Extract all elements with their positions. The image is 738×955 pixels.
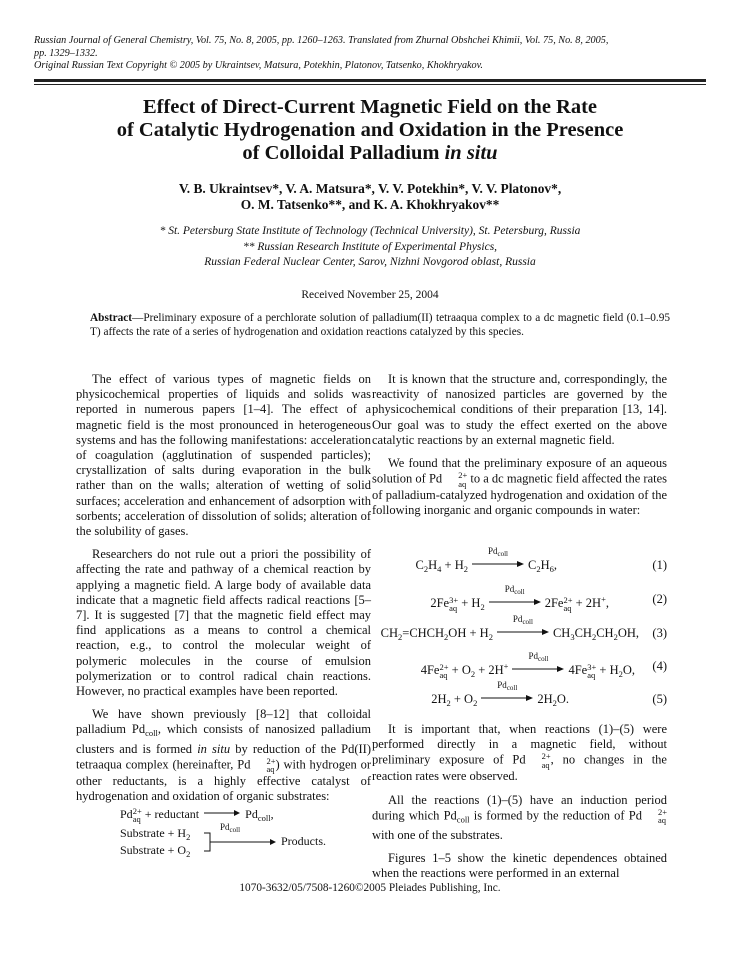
abstract-label: Abstract <box>90 312 133 324</box>
title-line-3: of Colloidal Palladium in situ <box>242 142 498 164</box>
left-paragraph-1: The effect of various types of magnetic fields on physicochemical properties of liquids and solids was reported in numerous papers [1–4]. The effect of a magnetic field is the most pronounced in heterogeneous systems and has the following manifestations: acceleration of coagulation (agglutination of suspended particles); crystallization of salts during evaporation in the bulk rather than on the walls; alteration of wetting of solid surfaces; acceleration and enhancement of adsorption with sorbents; acceleration of dissolution of solids; alteration of the solubility of gases. <box>76 372 371 539</box>
scheme-bracket-arrow <box>204 831 284 855</box>
title-line-1: Effect of Direct-Current Magnetic Field on the Rate <box>142 96 598 118</box>
author-list <box>30 181 710 213</box>
equation-4: 4Fe 2+ aq + $O_2 + 2H^+$ $Pd_{coll}$ 4Fe 3+ aq + $H_2O$, (4) <box>420 651 667 680</box>
reaction-arrow: $Pd_{coll}$ <box>472 559 524 569</box>
equation-1: $C_2H_4 + H_2$ $Pd_{coll}$ $C_2H_6$, (1) <box>415 546 667 574</box>
affiliation-2: ** Russian Research Institute of Experimental Physics, <box>242 240 498 253</box>
received-date: Received November 25, 2004 <box>301 289 439 301</box>
scheme-arrow-1 <box>204 809 240 817</box>
right-paragraph-5: Figures 1–5 show the kinetic dependences obtained when the reactions were performed in an external <box>372 850 667 880</box>
header-line-2: pp. 1329–1332. <box>34 47 98 59</box>
right-paragraph-2: We found that the preliminary exposure of an aqueous solution of Pd 2+ aq to a dc magnetic field affected the rates of palladium-catalyzed hydrogenation and oxidation of the following inorganic and organic compounds in water: <box>372 456 668 518</box>
affiliation-3: Russian Federal Nuclear Center, Sarov, Nizhni Novgorod oblast, Russia <box>204 256 536 268</box>
equation-2: 2Fe 3+ aq + $H_2$ $Pd_{coll}$ 2Fe 2+ aq + 2H+, (2) <box>430 584 667 613</box>
reaction-arrow: $Pd_{coll}$ <box>481 693 533 703</box>
equation-5: $2H_2 + O_2$ $Pd_{coll}$ $2H_2O$. (5) <box>431 680 667 708</box>
scheme-catalyst-label: $Pd_{coll}$ <box>220 822 241 834</box>
scheme-products: Products. <box>281 834 326 848</box>
left-column <box>76 372 371 812</box>
equation-number-3: (3) <box>652 626 667 640</box>
affiliation-1: * St. Petersburg State Institute of Technology (Technical University), St. Petersburg, Russia <box>159 225 581 237</box>
right-paragraph-3: It is important that, when reactions (1)–(5) were performed directly in a magnetic field, without preliminary exposure of Pd 2+ aq , no changes in the reaction rates were observed. <box>372 722 667 784</box>
left-paragraph-2: Researchers do not rule out a priori the possibility of affecting the rate and pathway of a chemical reaction by applying a magnetic field. A large body of available data indicate that a magnetic field affects radical reactions [5–7]. It is suggested [7] that the magnetic field effect may find applications as a means to control a chemical reaction, e.g., to control the molecular weight of polymeric molecules in the course of emulsion polymerization or to control radical chain reactions. However, no practical examples have been reported. <box>76 547 371 699</box>
header-line-1: Russian Journal of General Chemistry, Vol. 75, No. 8, 2005, pp. 1260–1263. Translated from Zhurnal Obshchei Khimii, Vol. 75, No. 8, 2005, <box>34 35 609 46</box>
title-line-2: of Catalytic Hydrogenation and Oxidation in the Presence <box>116 119 624 141</box>
equation-number-1: (1) <box>652 558 667 572</box>
header-rule-thick <box>34 79 706 82</box>
authors-line-1: V. B. Ukraintsev*, V. A. Matsura*, V. V. Potekhin*, V. V. Platonov*, <box>178 181 562 196</box>
scheme-row-3: Substrate + $O_2$ <box>120 843 191 859</box>
header-rule-thin <box>34 84 706 85</box>
equation-number-4: (4) <box>652 659 667 673</box>
scheme-row-1: Pd 2+ aq + reductant $Pd_{coll}$, <box>120 805 274 824</box>
equation-3: $CH_2=CHCH_2OH + H_2$ $Pd_{coll}$ $CH_3CH_2CH_2OH$, (3) <box>380 614 667 642</box>
reaction-arrow: $Pd_{coll}$ <box>512 664 564 674</box>
left-paragraph-3: We have shown previously [8–12] that colloidal palladium $Pd_{coll}$, which consists of nanosized palladium clusters and is formed in situ by reduction of the Pd(II) tetraaqua complex (hereinafter, Pd 2+ aq ) with hydrogen or other reductants, is a highly effective catalyst of hydrogenation and oxidation of organic substrates: <box>76 707 371 804</box>
authors-line-2: O. M. Tatsenko**, and K. A. Khokhryakov** <box>240 197 500 212</box>
reaction-arrow: $Pd_{coll}$ <box>497 627 549 637</box>
reaction-arrow: $Pd_{coll}$ <box>489 597 541 607</box>
title-italic: in situ <box>444 142 498 164</box>
abstract-text: —Preliminary exposure of a perchlorate solution of palladium(II) tetraaqua complex to a dc magnetic field (0.1–0.95 T) affects the rate of a series of hydrogenation and oxidation reactions catalyzed by this species. <box>90 312 670 339</box>
copyright-footer: 1070-3632/05/7508-1260©2005 Pleiades Publishing, Inc. <box>239 882 501 894</box>
right-column <box>372 372 667 527</box>
equation-number-2: (2) <box>652 592 667 606</box>
scheme-row-2: Substrate + $H_2$ <box>120 826 191 842</box>
right-paragraph-1: It is known that the structure and, correspondingly, the reactivity of nanosized particles are governed by the physicochemical conditions of their preparation [13, 14]. Our goal was to study the effect exerted on the above catalytic reactions by an external magnetic field. <box>372 372 667 447</box>
journal-header <box>34 35 706 73</box>
right-column-continued <box>372 722 667 889</box>
abstract <box>90 311 670 339</box>
header-line-3: Original Russian Text Copyright © 2005 by Ukraintsev, Matsura, Potekhin, Platonov, Tatsenko, Khokhryakov. <box>34 60 483 72</box>
right-paragraph-4: All the reactions (1)–(5) have an induction period during which $Pd_{coll}$ is formed by the reduction of Pd 2+ aq with one of the substrates. <box>372 792 668 842</box>
article-title <box>30 96 710 165</box>
affiliations <box>30 224 710 271</box>
equation-number-5: (5) <box>652 692 667 706</box>
